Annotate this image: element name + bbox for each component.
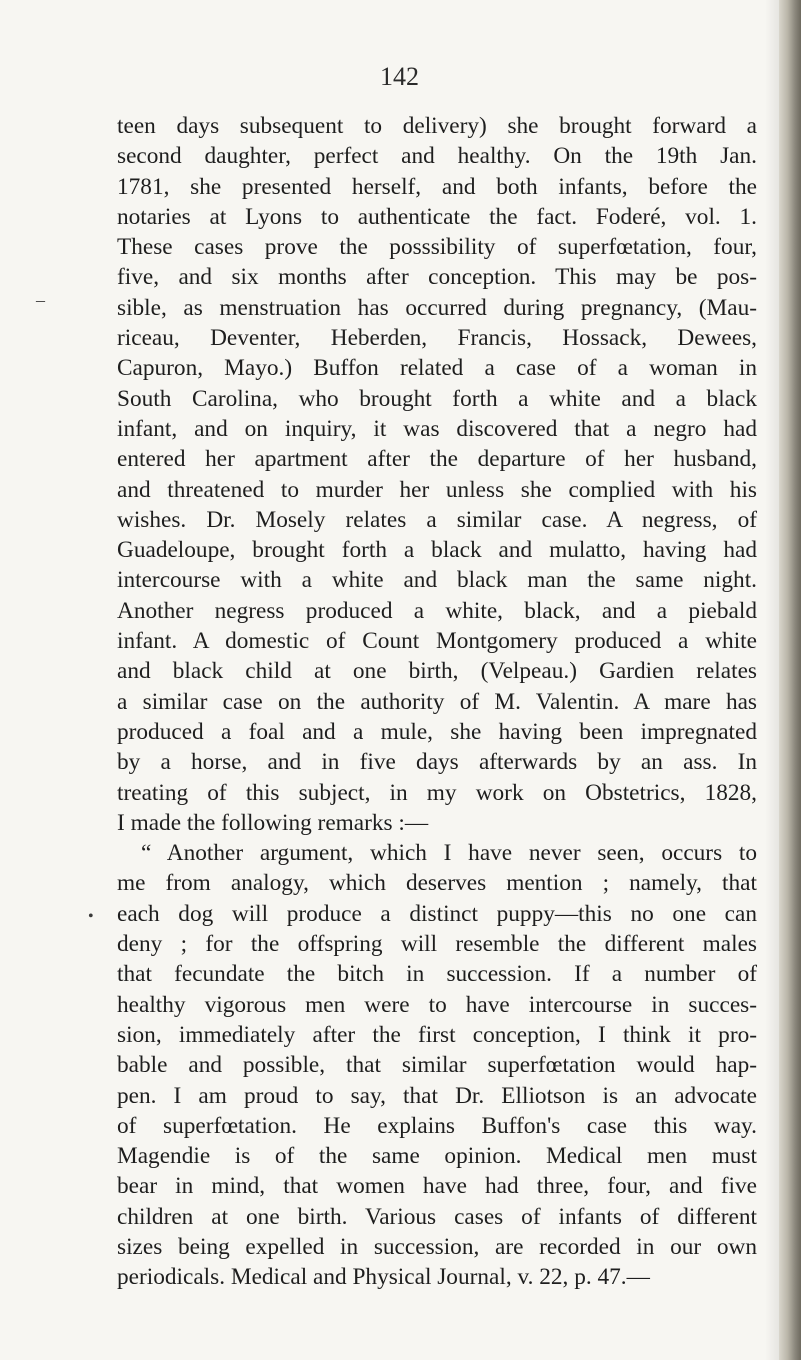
text-line: treating of this subject, in my work on Obstetrics, 1828, (117, 779, 757, 806)
text-line: teen days subsequent to delivery) she brought forward a (117, 113, 757, 139)
margin-dash-mark: – (36, 290, 45, 310)
text-line: sion, immediately after the first conception, I think it pro- (117, 1021, 757, 1048)
text-line: each dog will produce a distinct puppy—this no one can (117, 900, 757, 927)
text-line: me from analogy, which deserves mention ; namely, that (117, 870, 757, 897)
text-line: five, and six months after conception. This may be pos- (117, 264, 757, 291)
page-edge (779, 0, 801, 1360)
text-line: These cases prove the posssibility of superfœtation, four, (117, 234, 757, 261)
text-line: bear in mind, that women have had three, four, and five (117, 1173, 757, 1200)
text-line: Magendie is of the same opinion. Medical men must (117, 1143, 757, 1170)
text-line: produced a foal and a mule, she having been impregnated (117, 718, 757, 745)
text-line: by a horse, and in five days afterwards by an ass. In (117, 749, 757, 776)
text-line: deny ; for the offspring will resemble the different males (117, 931, 757, 958)
text-line: Guadeloupe, brought forth a black and mulatto, having had (117, 537, 757, 564)
text-line: Another negress produced a white, black, and a piebald (117, 597, 757, 624)
text-line: sizes being expelled in succession, are recorded in our own (117, 1233, 757, 1260)
text-line: intercourse with a white and black man the same night. (117, 567, 757, 594)
text-line: South Carolina, who brought forth a white and a black (117, 385, 757, 412)
text-line: I made the following remarks :— (117, 809, 429, 836)
text-line: of superfœtation. He explains Buffon's case this way. (117, 1112, 757, 1139)
text-line: entered her apartment after the departure of her husband, (117, 446, 757, 473)
text-line: and black child at one birth, (Velpeau.) Gardien relates (117, 658, 757, 685)
text-line: periodicals. Medical and Physical Journal, v. 22, p. 47.— (117, 1264, 650, 1291)
text-line: Capuron, Mayo.) Buffon related a case of a woman in (117, 355, 757, 382)
margin-ink-mark: • (88, 908, 94, 925)
text-line: second daughter, perfect and healthy. On the 19th Jan. (117, 143, 757, 170)
text-line: riceau, Deventer, Heberden, Francis, Hossack, Dewees, (117, 325, 757, 352)
page-number: 142 (380, 62, 419, 91)
text-line: bable and possible, that similar superfœtation would hap- (117, 1052, 757, 1079)
text-line: “ Another argument, which I have never seen, occurs to (141, 840, 757, 867)
text-line: sible, as menstruation has occurred during pregnancy, (Mau- (117, 294, 757, 321)
page-gutter-shadow (765, 0, 779, 1360)
text-line: 1781, she presented herself, and both infants, before the (117, 173, 757, 200)
text-line: wishes. Dr. Mosely relates a similar case. A negress, of (117, 506, 757, 533)
text-line: infant. A domestic of Count Montgomery produced a white (117, 628, 757, 655)
text-line: children at one birth. Various cases of infants of different (117, 1203, 757, 1230)
text-line: notaries at Lyons to authenticate the fact. Foderé, vol. 1. (117, 203, 757, 230)
text-line: that fecundate the bitch in succession. If a number of (117, 961, 757, 988)
text-line: healthy vigorous men were to have intercourse in succes- (117, 991, 757, 1018)
text-line: and threatened to murder her unless she complied with his (117, 476, 757, 503)
text-line: a similar case on the authority of M. Valentin. A mare has (117, 688, 757, 715)
text-line: pen. I am proud to say, that Dr. Elliotson is an advocate (117, 1082, 757, 1109)
text-line: infant, and on inquiry, it was discovered that a negro had (117, 415, 757, 442)
body-text (117, 111, 757, 1293)
